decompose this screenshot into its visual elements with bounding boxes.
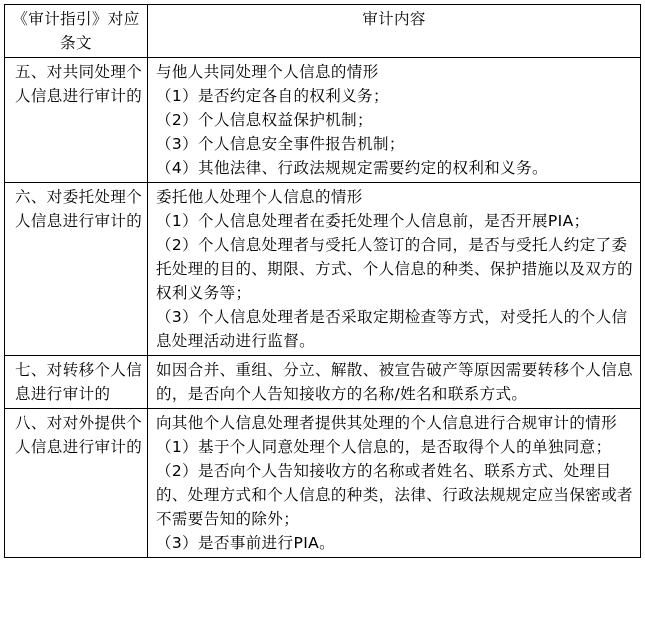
- content-item: （1）是否约定各自的权利义务；: [156, 87, 389, 105]
- content-cell: [148, 58, 641, 183]
- header-clause: 《审计指引》对应条文: [5, 5, 148, 58]
- table-row: [5, 356, 641, 409]
- content-intro: 委托他人处理个人信息的情形: [156, 188, 363, 206]
- audit-guideline-table: [4, 4, 641, 558]
- table-row: [5, 58, 641, 183]
- content-intro: 向其他个人信息处理者提供其处理的个人信息进行合规审计的情形: [156, 414, 618, 432]
- clause-cell: 六、对委托处理个人信息进行审计的: [5, 183, 148, 356]
- content-cell: [148, 356, 641, 409]
- content-item: （3）个人信息安全事件报告机制；: [156, 135, 405, 153]
- content-item: （2）是否向个人告知接收方的名称或者姓名、联系方式、处理目的、处理方式和个人信息的种类，法律、行政法规规定应当保密或者不需要告知的除外；: [156, 462, 634, 528]
- header-row: [5, 5, 641, 58]
- header-audit-content: 审计内容: [148, 5, 641, 58]
- content-item: （3）个人信息处理者是否采取定期检查等方式，对受托人的个人信息处理活动进行监督。: [156, 308, 628, 350]
- content-intro: 如因合并、重组、分立、解散、被宣告破产等原因需要转移个人信息的，是否向个人告知接收方的名称/姓名和联系方式。: [156, 361, 634, 403]
- clause-cell: 八、对对外提供个人信息进行审计的: [5, 409, 148, 558]
- content-item: （3）是否事前进行PIA。: [156, 534, 336, 552]
- clause-cell: 七、对转移个人信息进行审计的: [5, 356, 148, 409]
- content-cell: [148, 409, 641, 558]
- content-intro: 与他人共同处理个人信息的情形: [156, 63, 379, 81]
- content-item: （2）个人信息处理者与受托人签订的合同，是否与受托人约定了委托处理的目的、期限、方式、个人信息的种类、保护措施以及双方的权利义务等；: [156, 236, 634, 302]
- content-item: （1）基于个人同意处理个人信息的，是否取得个人的单独同意；: [156, 438, 612, 456]
- table-row: [5, 409, 641, 558]
- table-row: [5, 183, 641, 356]
- content-item: （1）个人信息处理者在委托处理个人信息前，是否开展PIA；: [156, 212, 590, 230]
- content-item: （4）其他法律、行政法规规定需要约定的权利和义务。: [156, 159, 548, 177]
- clause-cell: 五、对共同处理个人信息进行审计的: [5, 58, 148, 183]
- content-cell: [148, 183, 641, 356]
- content-item: （2）个人信息权益保护机制；: [156, 111, 373, 129]
